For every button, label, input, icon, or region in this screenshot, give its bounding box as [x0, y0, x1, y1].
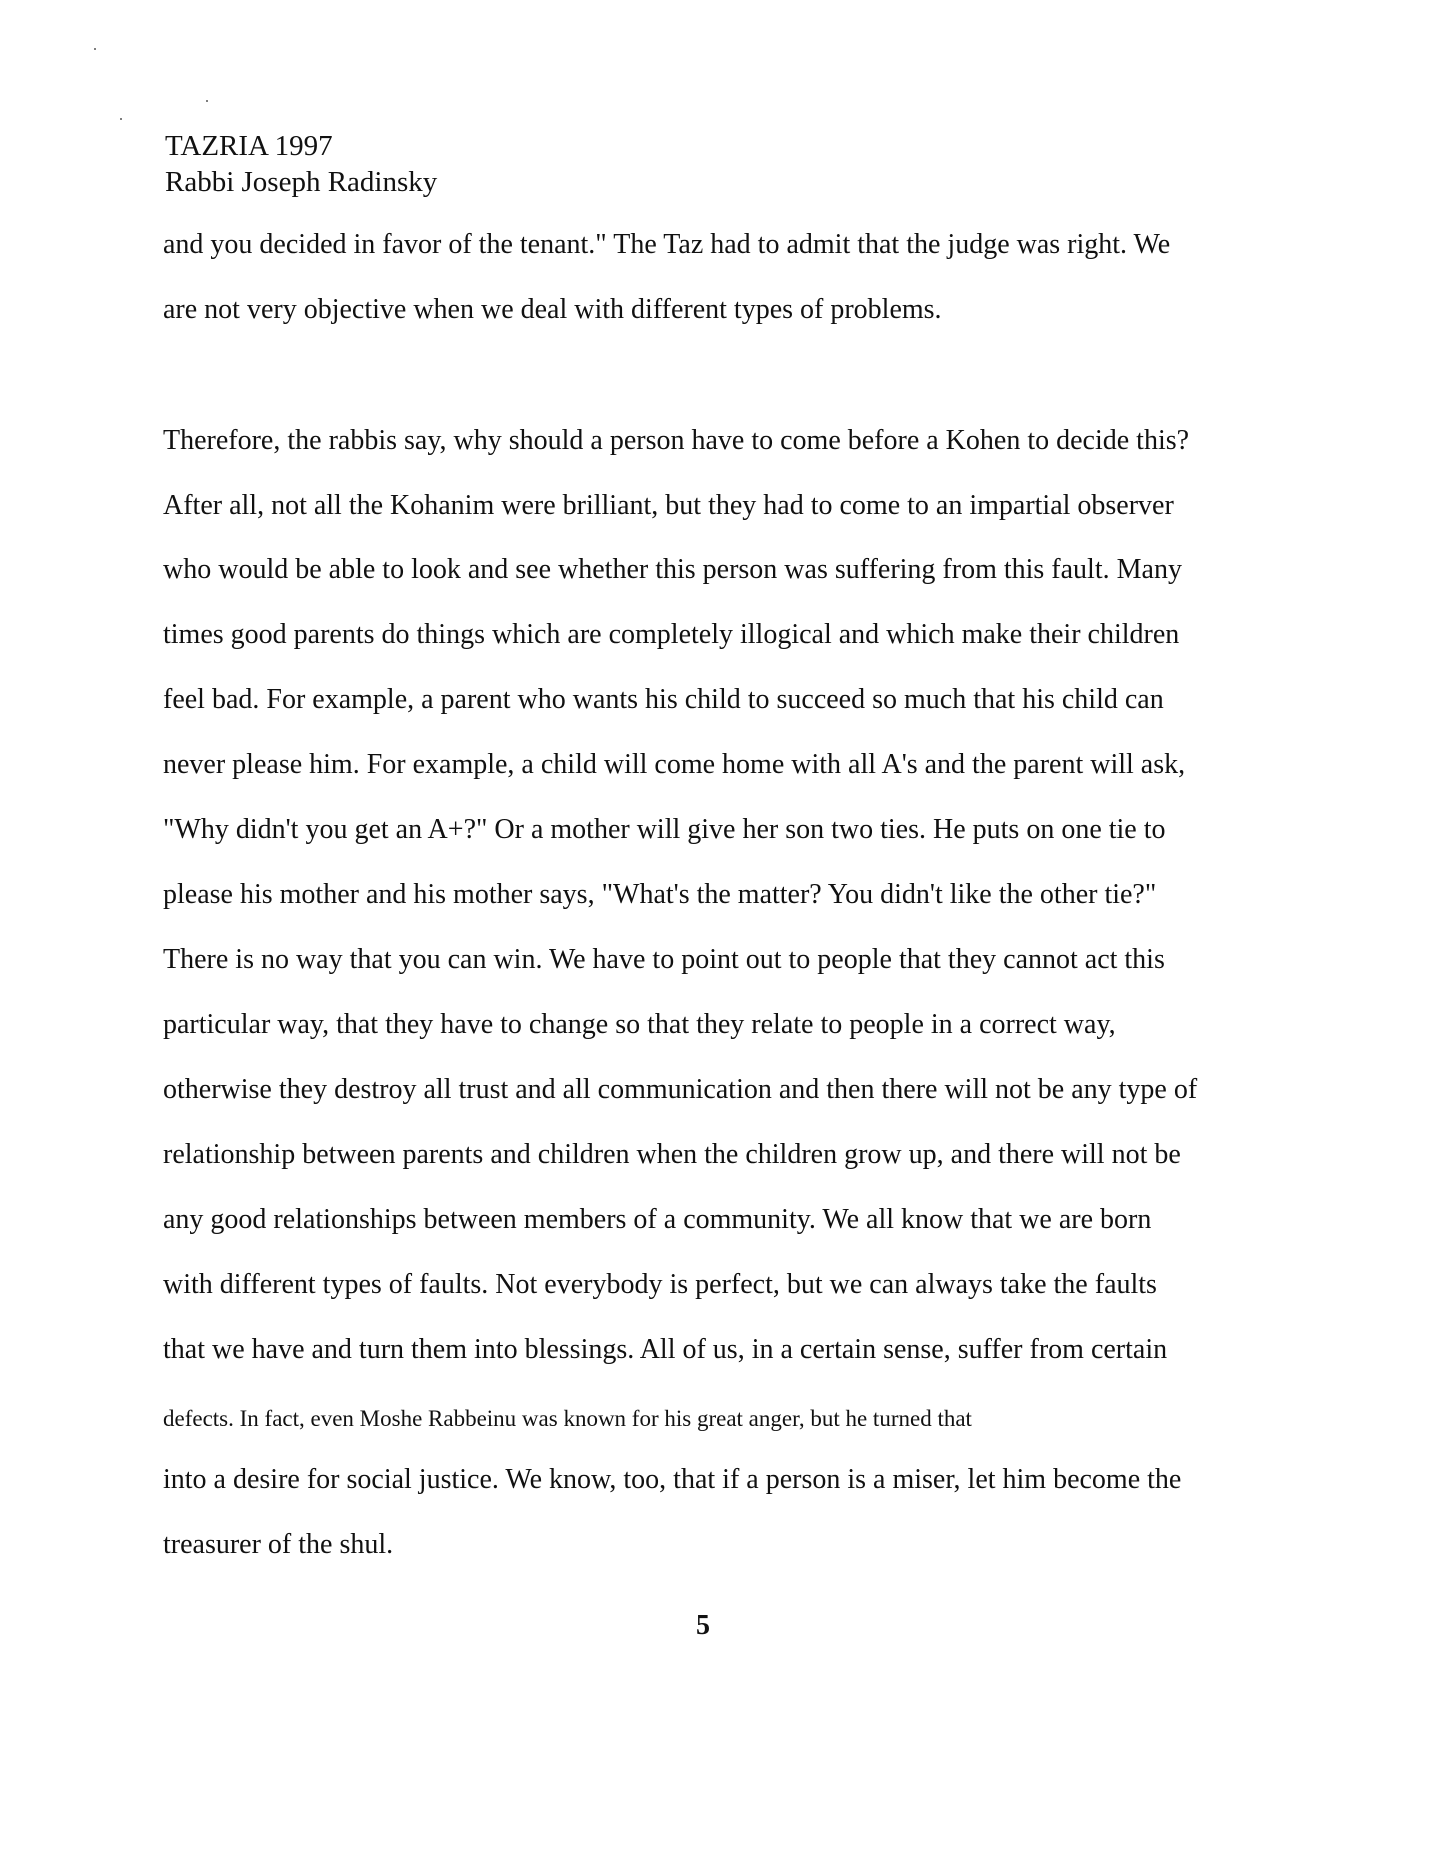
- text-line: with different types of faults. Not everybody is perfect, but we can always take the faults: [163, 1269, 1157, 1300]
- document-header: [165, 128, 437, 200]
- text-line: "Why didn't you get an A+?" Or a mother will give her son two ties. He puts on one tie to: [163, 814, 1166, 845]
- text-line: and you decided in favor of the tenant." The Taz had to admit that the judge was right. We: [163, 229, 1171, 260]
- text-line: There is no way that you can win. We have to point out to people that they cannot act this: [163, 944, 1165, 975]
- text-line: into a desire for social justice. We know, too, that if a person is a miser, let him become the: [163, 1464, 1182, 1495]
- document-title: TAZRIA 1997: [165, 130, 333, 162]
- text-line: who would be able to look and see whether this person was suffering from this fault. Many: [163, 554, 1182, 585]
- text-line: particular way, that they have to change so that they relate to people in a correct way,: [163, 1009, 1116, 1040]
- text-line: Therefore, the rabbis say, why should a person have to come before a Kohen to decide this?: [163, 425, 1190, 456]
- text-line: are not very objective when we deal with different types of problems.: [163, 294, 942, 325]
- text-line: please his mother and his mother says, "What's the matter? You didn't like the other tie?": [163, 879, 1157, 910]
- document-author: Rabbi Joseph Radinsky: [165, 166, 438, 198]
- scan-speck: [120, 118, 122, 120]
- text-line: treasurer of the shul.: [163, 1529, 394, 1560]
- text-line: never please him. For example, a child will come home with all A's and the parent will ask,: [163, 749, 1186, 780]
- text-line: relationship between parents and children when the children grow up, and there will not be: [163, 1139, 1181, 1170]
- text-line: times good parents do things which are completely illogical and which make their children: [163, 619, 1180, 650]
- text-line: any good relationships between members of a community. We all know that we are born: [163, 1204, 1152, 1235]
- text-line: defects. In fact, even Moshe Rabbeinu was known for his great anger, but he turned that: [163, 1406, 972, 1431]
- text-line: feel bad. For example, a parent who wants his child to succeed so much that his child can: [163, 684, 1164, 715]
- text-line: that we have and turn them into blessings. All of us, in a certain sense, suffer from certain: [163, 1334, 1168, 1365]
- scan-speck: [206, 100, 208, 102]
- text-line: otherwise they destroy all trust and all communication and then there will not be any type of: [163, 1074, 1198, 1105]
- scan-speck: [94, 48, 96, 50]
- page-number: 5: [696, 1610, 710, 1641]
- text-line: After all, not all the Kohanim were brilliant, but they had to come to an impartial observer: [163, 490, 1174, 521]
